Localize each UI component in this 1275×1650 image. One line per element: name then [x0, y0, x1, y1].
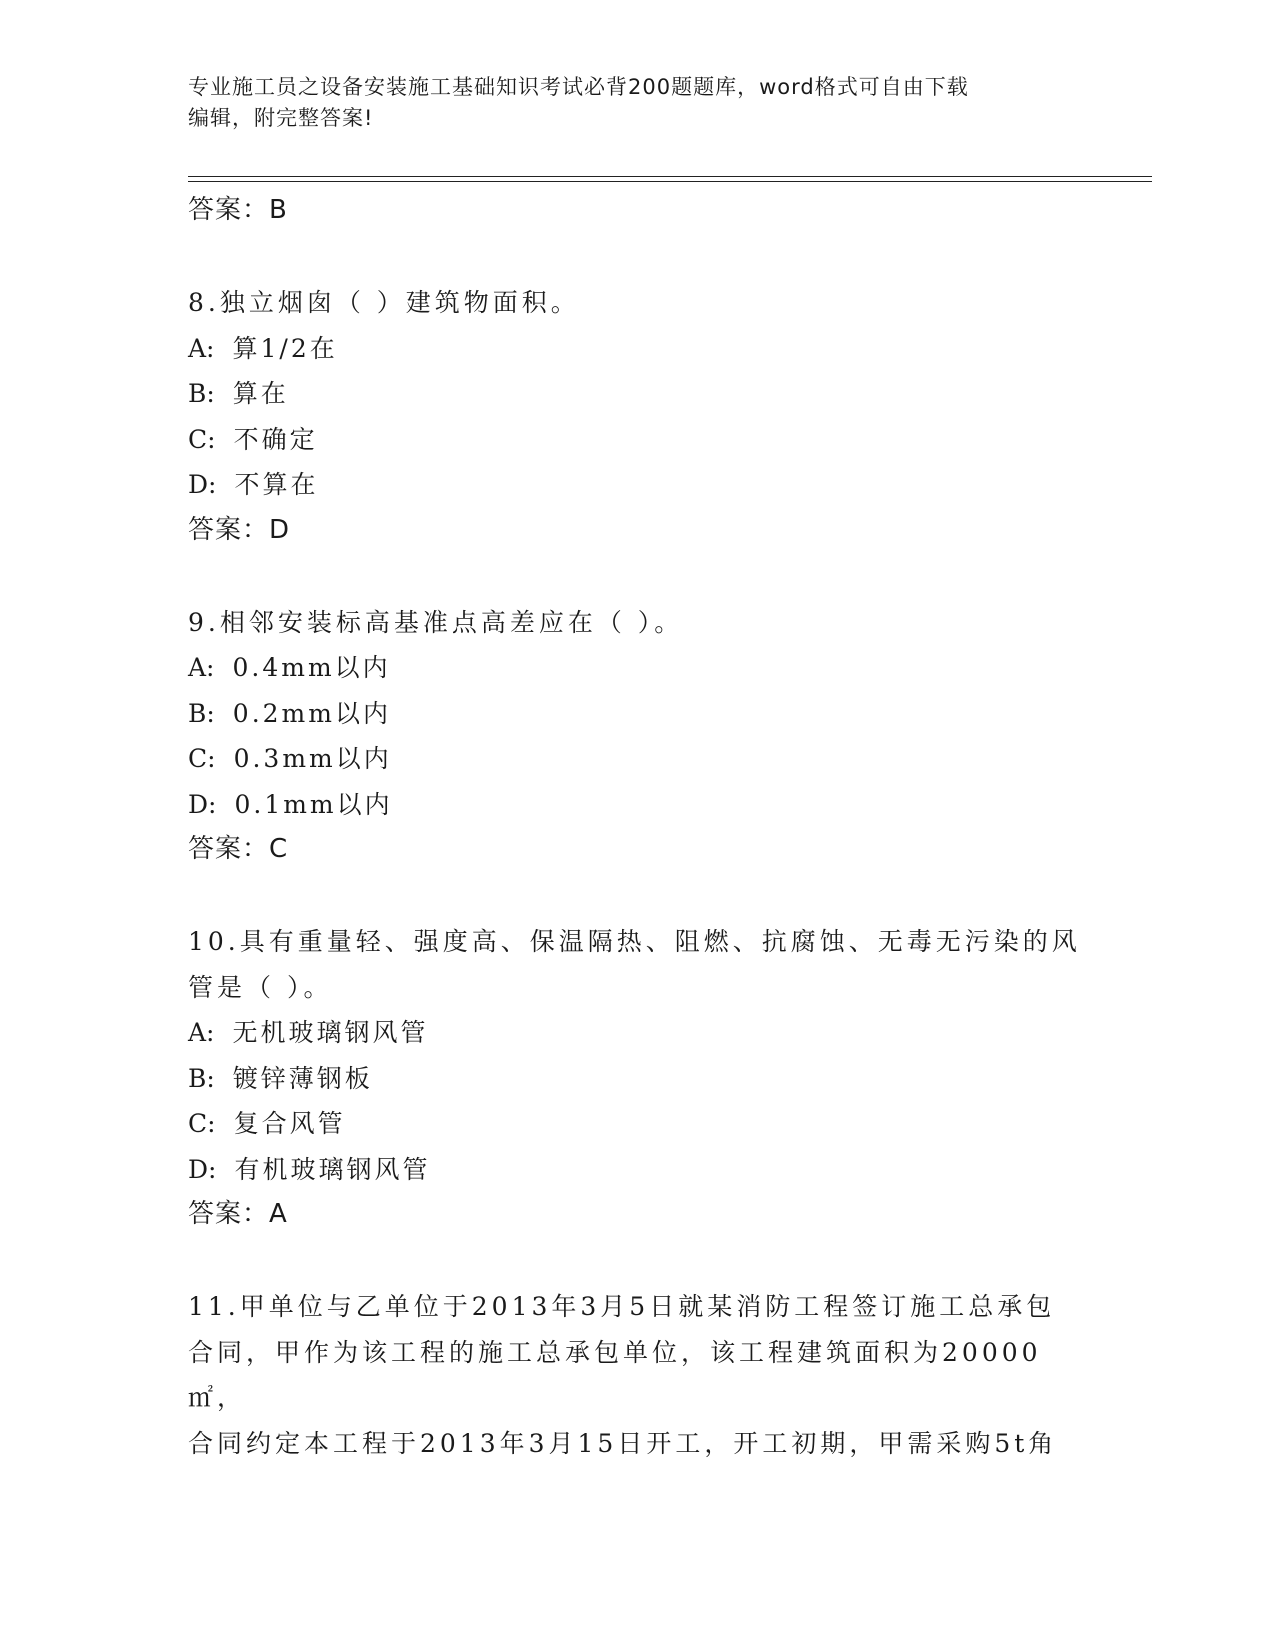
answer-line: 答案：D [188, 514, 291, 545]
option-b: B: 算在 [188, 379, 289, 408]
option-c: C: 0.3mm以内 [188, 744, 392, 773]
header-title-line-2: 编辑，附完整答案! [188, 106, 374, 130]
option-a: A: 算1/2在 [188, 333, 338, 363]
question-stem-line-1: 11.甲单位与乙单位于2013年3月5日就某消防工程签订施工总承包 [188, 1292, 1056, 1321]
header-rule-bottom [188, 181, 1152, 182]
header-title-line-1: 专业施工员之设备安装施工基础知识考试必背200题题库，word格式可自由下载 [188, 75, 969, 99]
header-rule-top [188, 176, 1152, 177]
question-list [188, 188, 1088, 1466]
previous-question-answer: 答案：B [188, 195, 288, 225]
question-stem-line-1: 10.具有重量轻、强度高、保温隔热、阻燃、抗腐蚀、无毒无污染的风 [188, 927, 1081, 956]
option-c: C: 复合风管 [188, 1109, 346, 1138]
question-stem-line-2: 管是（ ）。 [188, 972, 333, 1002]
answer-line: 答案：C [188, 834, 289, 864]
answer-line: 答案：A [188, 1199, 288, 1229]
question-10 [188, 919, 1088, 1237]
option-a: A: 无机玻璃钢风管 [188, 1018, 429, 1047]
option-d: D: 不算在 [188, 470, 319, 499]
question-stem: 9.相邻安装标高基准点高差应在（ ）。 [188, 607, 684, 637]
question-8 [188, 280, 1088, 553]
question-9 [188, 600, 1088, 873]
option-b: B: 0.2mm以内 [188, 698, 391, 728]
option-c: C: 不确定 [188, 424, 318, 454]
question-11 [188, 1284, 1088, 1466]
option-b: B: 镀锌薄钢板 [188, 1063, 373, 1093]
question-stem-line-2: 合同，甲作为该工程的施工总承包单位，该工程建筑面积为20000㎡， [188, 1337, 1042, 1412]
document-header [188, 72, 1068, 134]
option-d: D: 有机玻璃钢风管 [188, 1154, 431, 1184]
option-d: D: 0.1mm以内 [188, 789, 393, 819]
option-a: A: 0.4mm以内 [188, 653, 391, 682]
question-stem-line-3: 合同约定本工程于2013年3月15日开工，开工初期，甲需采购5t角 [188, 1428, 1058, 1458]
question-stem: 8.独立烟囱（ ）建筑物面积。 [188, 288, 580, 317]
